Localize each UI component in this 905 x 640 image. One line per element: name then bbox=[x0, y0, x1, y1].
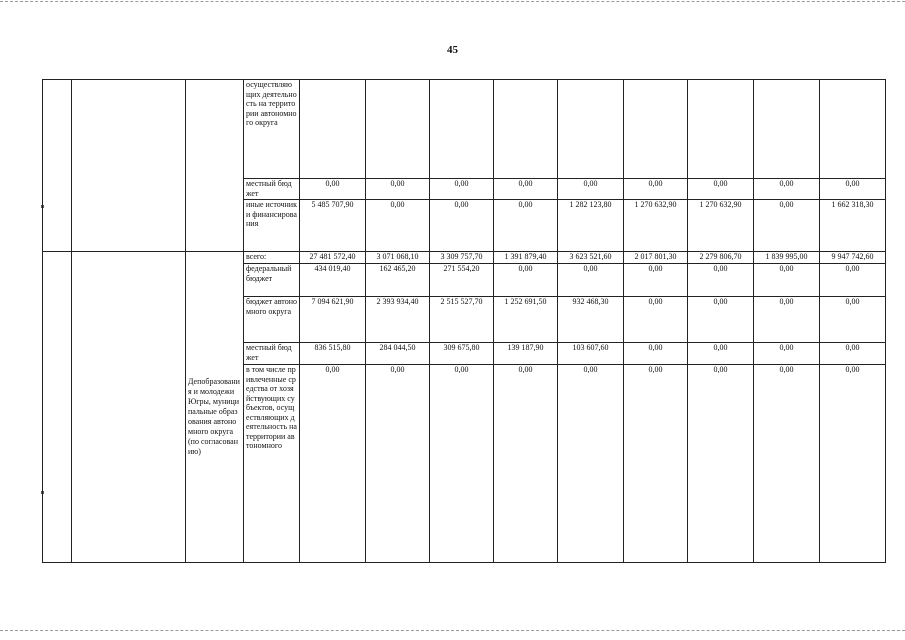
value-cell bbox=[366, 80, 430, 179]
value-cell: 0,00 bbox=[754, 200, 820, 252]
scan-edge-top bbox=[0, 1, 905, 4]
value-cell: 0,00 bbox=[430, 179, 494, 200]
value-cell: 434 019,40 bbox=[300, 264, 366, 297]
value-cell: 0,00 bbox=[820, 343, 886, 365]
value-cell: 139 187,90 bbox=[494, 343, 558, 365]
row-label: бюджет автономного округа bbox=[244, 297, 300, 343]
value-cell: 0,00 bbox=[688, 297, 754, 343]
value-cell: 2 393 934,40 bbox=[366, 297, 430, 343]
value-cell bbox=[430, 80, 494, 179]
value-cell bbox=[754, 80, 820, 179]
value-cell: 0,00 bbox=[624, 297, 688, 343]
value-cell: 0,00 bbox=[754, 343, 820, 365]
value-cell: 2 279 806,70 bbox=[688, 252, 754, 264]
value-cell: 309 675,80 bbox=[430, 343, 494, 365]
value-cell: 3 309 757,70 bbox=[430, 252, 494, 264]
value-cell: 836 515,80 bbox=[300, 343, 366, 365]
value-cell: 0,00 bbox=[494, 365, 558, 563]
row-label: всего: bbox=[244, 252, 300, 264]
value-cell: 0,00 bbox=[820, 297, 886, 343]
value-cell: 3 071 068,10 bbox=[366, 252, 430, 264]
value-cell: 1 282 123,80 bbox=[558, 200, 624, 252]
value-cell: 0,00 bbox=[558, 179, 624, 200]
table-row bbox=[43, 252, 886, 264]
value-cell: 9 947 742,60 bbox=[820, 252, 886, 264]
value-cell: 0,00 bbox=[754, 264, 820, 297]
value-cell: 0,00 bbox=[366, 365, 430, 563]
value-cell: 0,00 bbox=[366, 179, 430, 200]
value-cell bbox=[300, 80, 366, 179]
value-cell: 1 391 879,40 bbox=[494, 252, 558, 264]
value-cell: 0,00 bbox=[558, 365, 624, 563]
empty-cell bbox=[72, 252, 186, 563]
budget-table bbox=[42, 79, 886, 563]
row-label: осуществляющих деятельность на территории автономного округа bbox=[244, 80, 300, 179]
table-row bbox=[43, 80, 886, 179]
value-cell: 932 468,30 bbox=[558, 297, 624, 343]
value-cell: 1 252 691,50 bbox=[494, 297, 558, 343]
value-cell: 0,00 bbox=[820, 179, 886, 200]
value-cell: 103 607,60 bbox=[558, 343, 624, 365]
value-cell: 0,00 bbox=[754, 297, 820, 343]
value-cell: 0,00 bbox=[558, 264, 624, 297]
empty-cell bbox=[72, 80, 186, 252]
value-cell: 284 044,50 bbox=[366, 343, 430, 365]
value-cell bbox=[558, 80, 624, 179]
row-label: местный бюджет bbox=[244, 343, 300, 365]
value-cell: 1 270 632,90 bbox=[688, 200, 754, 252]
value-cell bbox=[494, 80, 558, 179]
value-cell: 0,00 bbox=[688, 343, 754, 365]
value-cell: 0,00 bbox=[754, 179, 820, 200]
value-cell: 0,00 bbox=[624, 343, 688, 365]
value-cell: 271 554,20 bbox=[430, 264, 494, 297]
value-cell: 0,00 bbox=[300, 179, 366, 200]
value-cell: 3 623 521,60 bbox=[558, 252, 624, 264]
row-label: в том числе привлеченные средства от хозяйствующих субъектов, осуществляющих деятельность на территории автономного bbox=[244, 365, 300, 563]
empty-cell bbox=[186, 80, 244, 252]
value-cell: 0,00 bbox=[624, 179, 688, 200]
value-cell: 0,00 bbox=[820, 264, 886, 297]
value-cell bbox=[624, 80, 688, 179]
value-cell: 0,00 bbox=[430, 365, 494, 563]
value-cell: 0,00 bbox=[366, 200, 430, 252]
value-cell: 162 465,20 bbox=[366, 264, 430, 297]
value-cell: 1 662 318,30 bbox=[820, 200, 886, 252]
value-cell: 0,00 bbox=[688, 264, 754, 297]
value-cell: 0,00 bbox=[430, 200, 494, 252]
value-cell: 0,00 bbox=[494, 200, 558, 252]
value-cell: 1 270 632,90 bbox=[624, 200, 688, 252]
value-cell: 0,00 bbox=[624, 264, 688, 297]
empty-cell bbox=[43, 80, 72, 252]
value-cell: 0,00 bbox=[494, 264, 558, 297]
row-label: местный бюджет bbox=[244, 179, 300, 200]
value-cell: 5 485 707,90 bbox=[300, 200, 366, 252]
value-cell bbox=[820, 80, 886, 179]
value-cell: 0,00 bbox=[820, 365, 886, 563]
value-cell: 27 481 572,40 bbox=[300, 252, 366, 264]
value-cell: 0,00 bbox=[624, 365, 688, 563]
row-label: федеральный бюджет bbox=[244, 264, 300, 297]
value-cell: 2 515 527,70 bbox=[430, 297, 494, 343]
empty-cell bbox=[43, 252, 72, 563]
value-cell: 0,00 bbox=[688, 179, 754, 200]
value-cell: 0,00 bbox=[688, 365, 754, 563]
value-cell: 2 017 801,30 bbox=[624, 252, 688, 264]
organization-cell: Депобразования и молодежи Югры, муниципальные образования автономного округа (по согласованию) bbox=[186, 252, 244, 563]
scan-edge-bottom bbox=[0, 630, 905, 633]
value-cell: 1 839 995,00 bbox=[754, 252, 820, 264]
row-label: иные источники финансирования bbox=[244, 200, 300, 252]
value-cell bbox=[688, 80, 754, 179]
page-number: 45 bbox=[447, 44, 458, 56]
value-cell: 7 094 621,90 bbox=[300, 297, 366, 343]
value-cell: 0,00 bbox=[300, 365, 366, 563]
value-cell: 0,00 bbox=[494, 179, 558, 200]
value-cell: 0,00 bbox=[754, 365, 820, 563]
